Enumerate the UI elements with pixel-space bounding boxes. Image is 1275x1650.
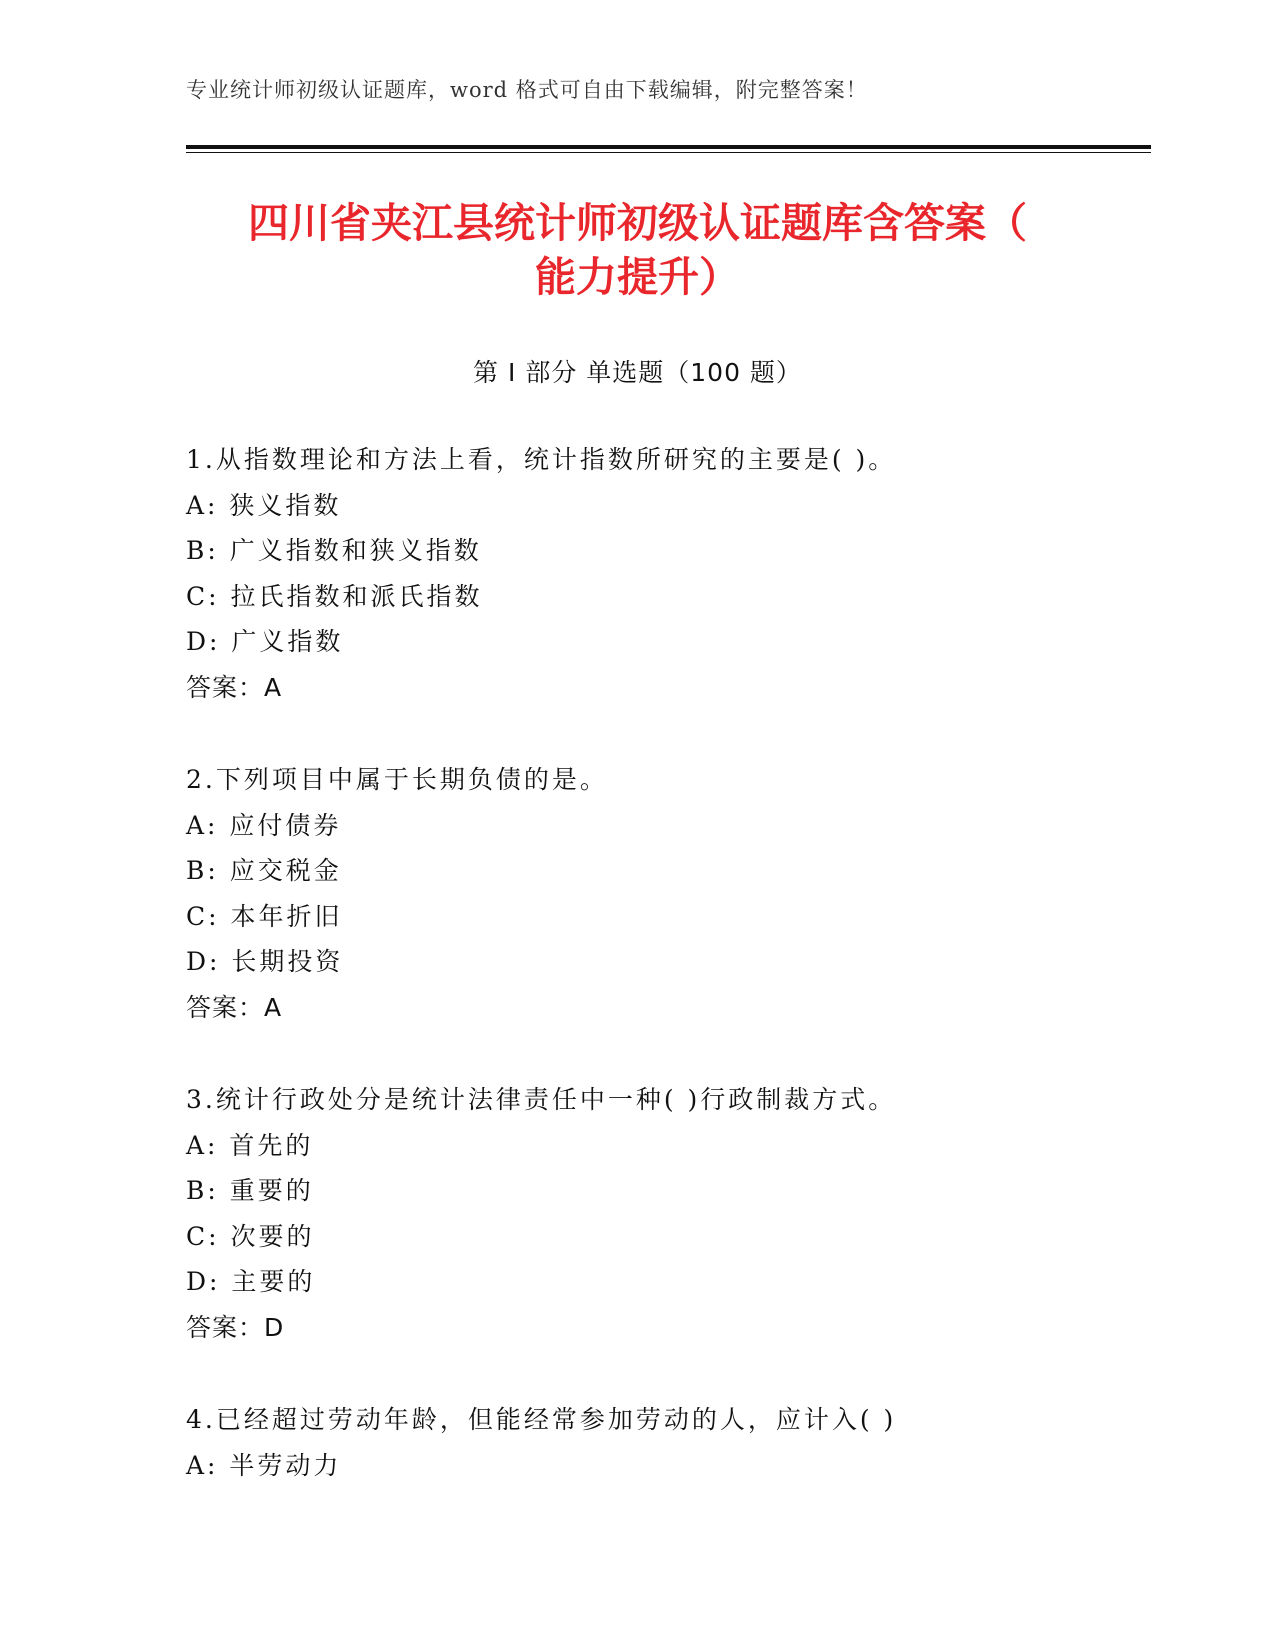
option-a: A: 狭义指数 [186,490,342,520]
question-list [186,437,1146,1535]
answer: 答案：A [186,992,283,1022]
title-line-2: 能力提升） [535,253,740,301]
option-d: D: 主要的 [186,1267,316,1296]
answer: 答案：D [186,1312,285,1342]
answer: 答案：A [186,672,283,702]
header-note: 专业统计师初级认证题库，word 格式可自由下载编辑，附完整答案！ [186,78,868,102]
option-d: D: 广义指数 [186,627,344,656]
question-stem: 1.从指数理论和方法上看，统计指数所研究的主要是( )。 [186,445,897,474]
title-line-1: 四川省夹江县统计师初级认证题库含答案（ [248,199,1027,247]
option-a: A: 半劳动力 [186,1450,342,1480]
question-2 [186,757,1146,1030]
option-b: B: 应交税金 [186,856,342,885]
option-b: B: 广义指数和狭义指数 [186,536,482,565]
option-a: A: 应付债券 [186,810,342,840]
option-c: C: 本年折旧 [186,901,343,931]
document-title [150,196,1125,304]
option-b: B: 重要的 [186,1176,314,1205]
header-rule-thick [186,145,1151,149]
question-1 [186,437,1146,710]
option-a: A: 首先的 [186,1130,314,1160]
question-4 [186,1397,1146,1488]
question-3 [186,1077,1146,1350]
question-stem: 4.已经超过劳动年龄，但能经常参加劳动的人，应计入( ) [186,1405,897,1434]
option-d: D: 长期投资 [186,947,344,976]
section-title: 第 I 部分 单选题（100 题） [473,358,802,387]
question-stem: 2.下列项目中属于长期负债的是。 [186,765,608,794]
header-rule-thin [186,152,1151,153]
option-c: C: 次要的 [186,1221,315,1251]
question-stem: 3.统计行政处分是统计法律责任中一种( )行政制裁方式。 [186,1085,897,1114]
option-c: C: 拉氏指数和派氏指数 [186,581,483,611]
